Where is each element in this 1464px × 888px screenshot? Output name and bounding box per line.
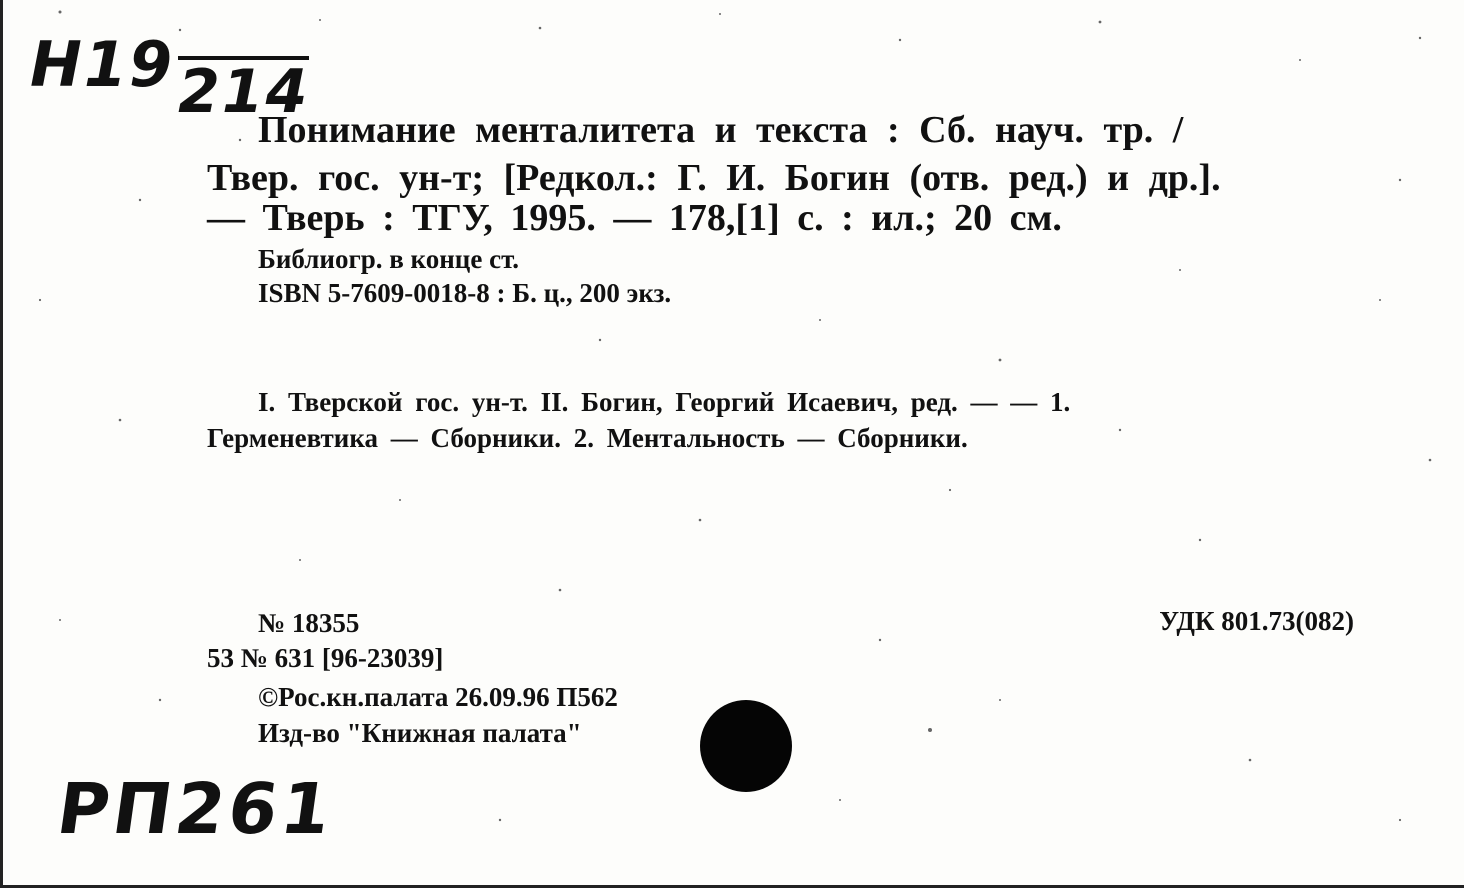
tracing-line-1: I. Тверской гос. ун-т. II. Богин, Георгий Исаевич, ред. — — 1. (258, 387, 1071, 417)
registration-mark: РП261 (52, 768, 340, 850)
responsibility-line: Твер. гос. ун-т; [Редкол.: Г. И. Богин (отв. ред.) и др.]. (207, 157, 1221, 199)
punch-hole (700, 700, 792, 792)
tracing-line-2: Герменевтика — Сборники. 2. Ментальность — Сборники. (207, 423, 968, 453)
shelf-mark-denominator: 214 (178, 57, 310, 127)
publication-line: — Тверь : ТГУ, 1995. — 178,[1] с. : ил.; 20 см. (207, 197, 1062, 239)
record-number: № 18355 (258, 608, 360, 638)
title-line: Понимание менталитета и текста : Сб. науч. тр. / (258, 109, 1184, 151)
bibliography-note: Библиогр. в конце ст. (258, 244, 520, 274)
shelf-mark (30, 28, 310, 127)
publisher-line: Изд-во "Книжная палата" (258, 718, 582, 748)
udk-code: УДК 801.73(082) (1159, 606, 1354, 636)
card-number: 53 № 631 [96-23039] (207, 643, 444, 673)
copyright-line: ©Рос.кн.палата 26.09.96 П562 (258, 682, 618, 712)
isbn-note: ISBN 5-7609-0018-8 : Б. ц., 200 экз. (258, 278, 672, 308)
shelf-mark-number: Н19 (30, 28, 175, 101)
